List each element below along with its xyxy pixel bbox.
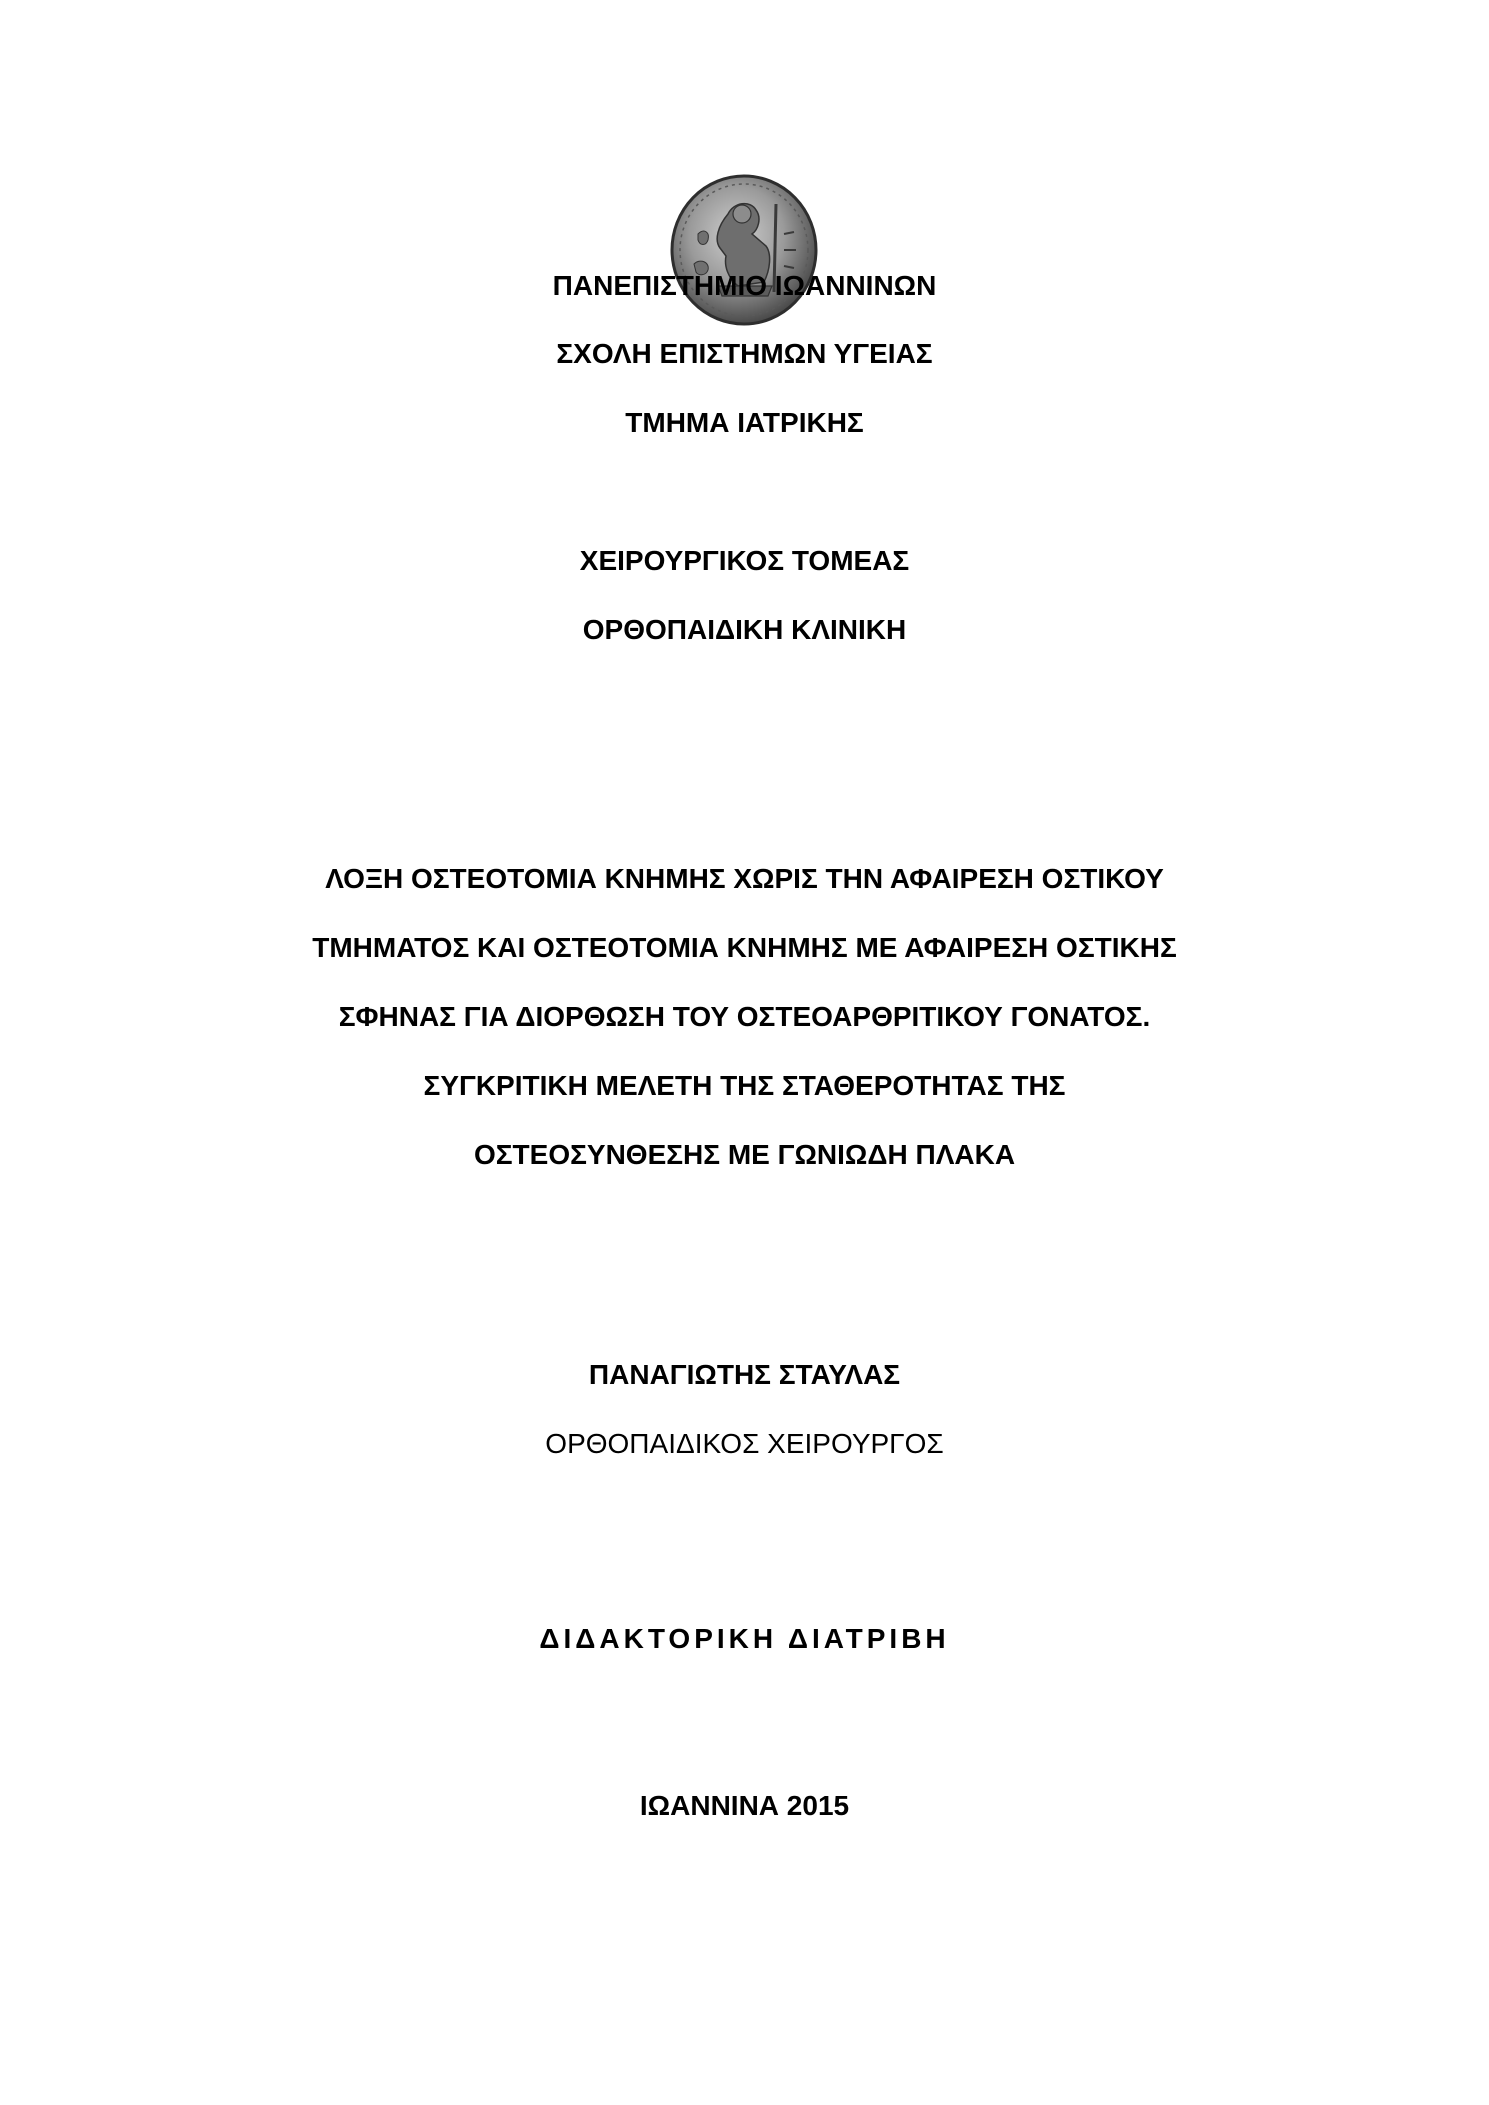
school-name: ΣΧΟΛΗ ΕΠΙΣΤΗΜΩΝ ΥΓΕΙΑΣ [556,338,933,369]
thesis-title-line: ΤΜΗΜΑΤΟΣ ΚΑΙ ΟΣΤΕΟΤΟΜΙΑ ΚΝΗΜΗΣ ΜΕ ΑΦΑΙΡΕΣΗ ΟΣΤΙΚΗΣ [312,932,1177,963]
place-and-year: ΙΩΑΝΝΙΝΑ 2015 [639,1790,850,1821]
thesis-title-line: ΣΦΗΝΑΣ ΓΙΑ ΔΙΟΡΘΩΣΗ ΤΟΥ ΟΣΤΕΟΑΡΘΡΙΤΙΚΟΥ ΓΟΝΑΤΟΣ. [338,1001,1151,1032]
department-name: ΤΜΗΜΑ ΙΑΤΡΙΚΗΣ [625,407,864,438]
thesis-title-line: ΛΟΞΗ ΟΣΤΕΟΤΟΜΙΑ ΚΝΗΜΗΣ ΧΩΡΙΣ ΤΗΝ ΑΦΑΙΡΕΣΗ ΟΣΤΙΚΟΥ [325,863,1164,894]
university-name: ΠΑΝΕΠΙΣΤΗΜΙΟ ΙΩΑΝΝΙΝΩΝ [552,270,937,301]
sector-name: ΧΕΙΡΟΥΡΓΙΚΟΣ ΤΟΜΕΑΣ [579,545,910,576]
author-role: ΟΡΘΟΠΑΙΔΙΚΟΣ ΧΕΙΡΟΥΡΓΟΣ [545,1428,944,1459]
thesis-title-line: ΣΥΓΚΡΙΤΙΚΗ ΜΕΛΕΤΗ ΤΗΣ ΣΤΑΘΕΡΟΤΗΤΑΣ ΤΗΣ [423,1070,1066,1101]
author-name: ΠΑΝΑΓΙΩΤΗΣ ΣΤΑΥΛΑΣ [588,1359,901,1390]
thesis-title-line: ΟΣΤΕΟΣΥΝΘΕΣΗΣ ΜΕ ΓΩΝΙΩΔΗ ΠΛΑΚΑ [473,1139,1016,1170]
clinic-name: ΟΡΘΟΠΑΙΔΙΚΗ ΚΛΙΝΙΚΗ [582,614,907,645]
document-type: ΔΙΔΑΚΤΟΡΙΚΗ ΔΙΑΤΡΙΒΗ [539,1623,950,1654]
